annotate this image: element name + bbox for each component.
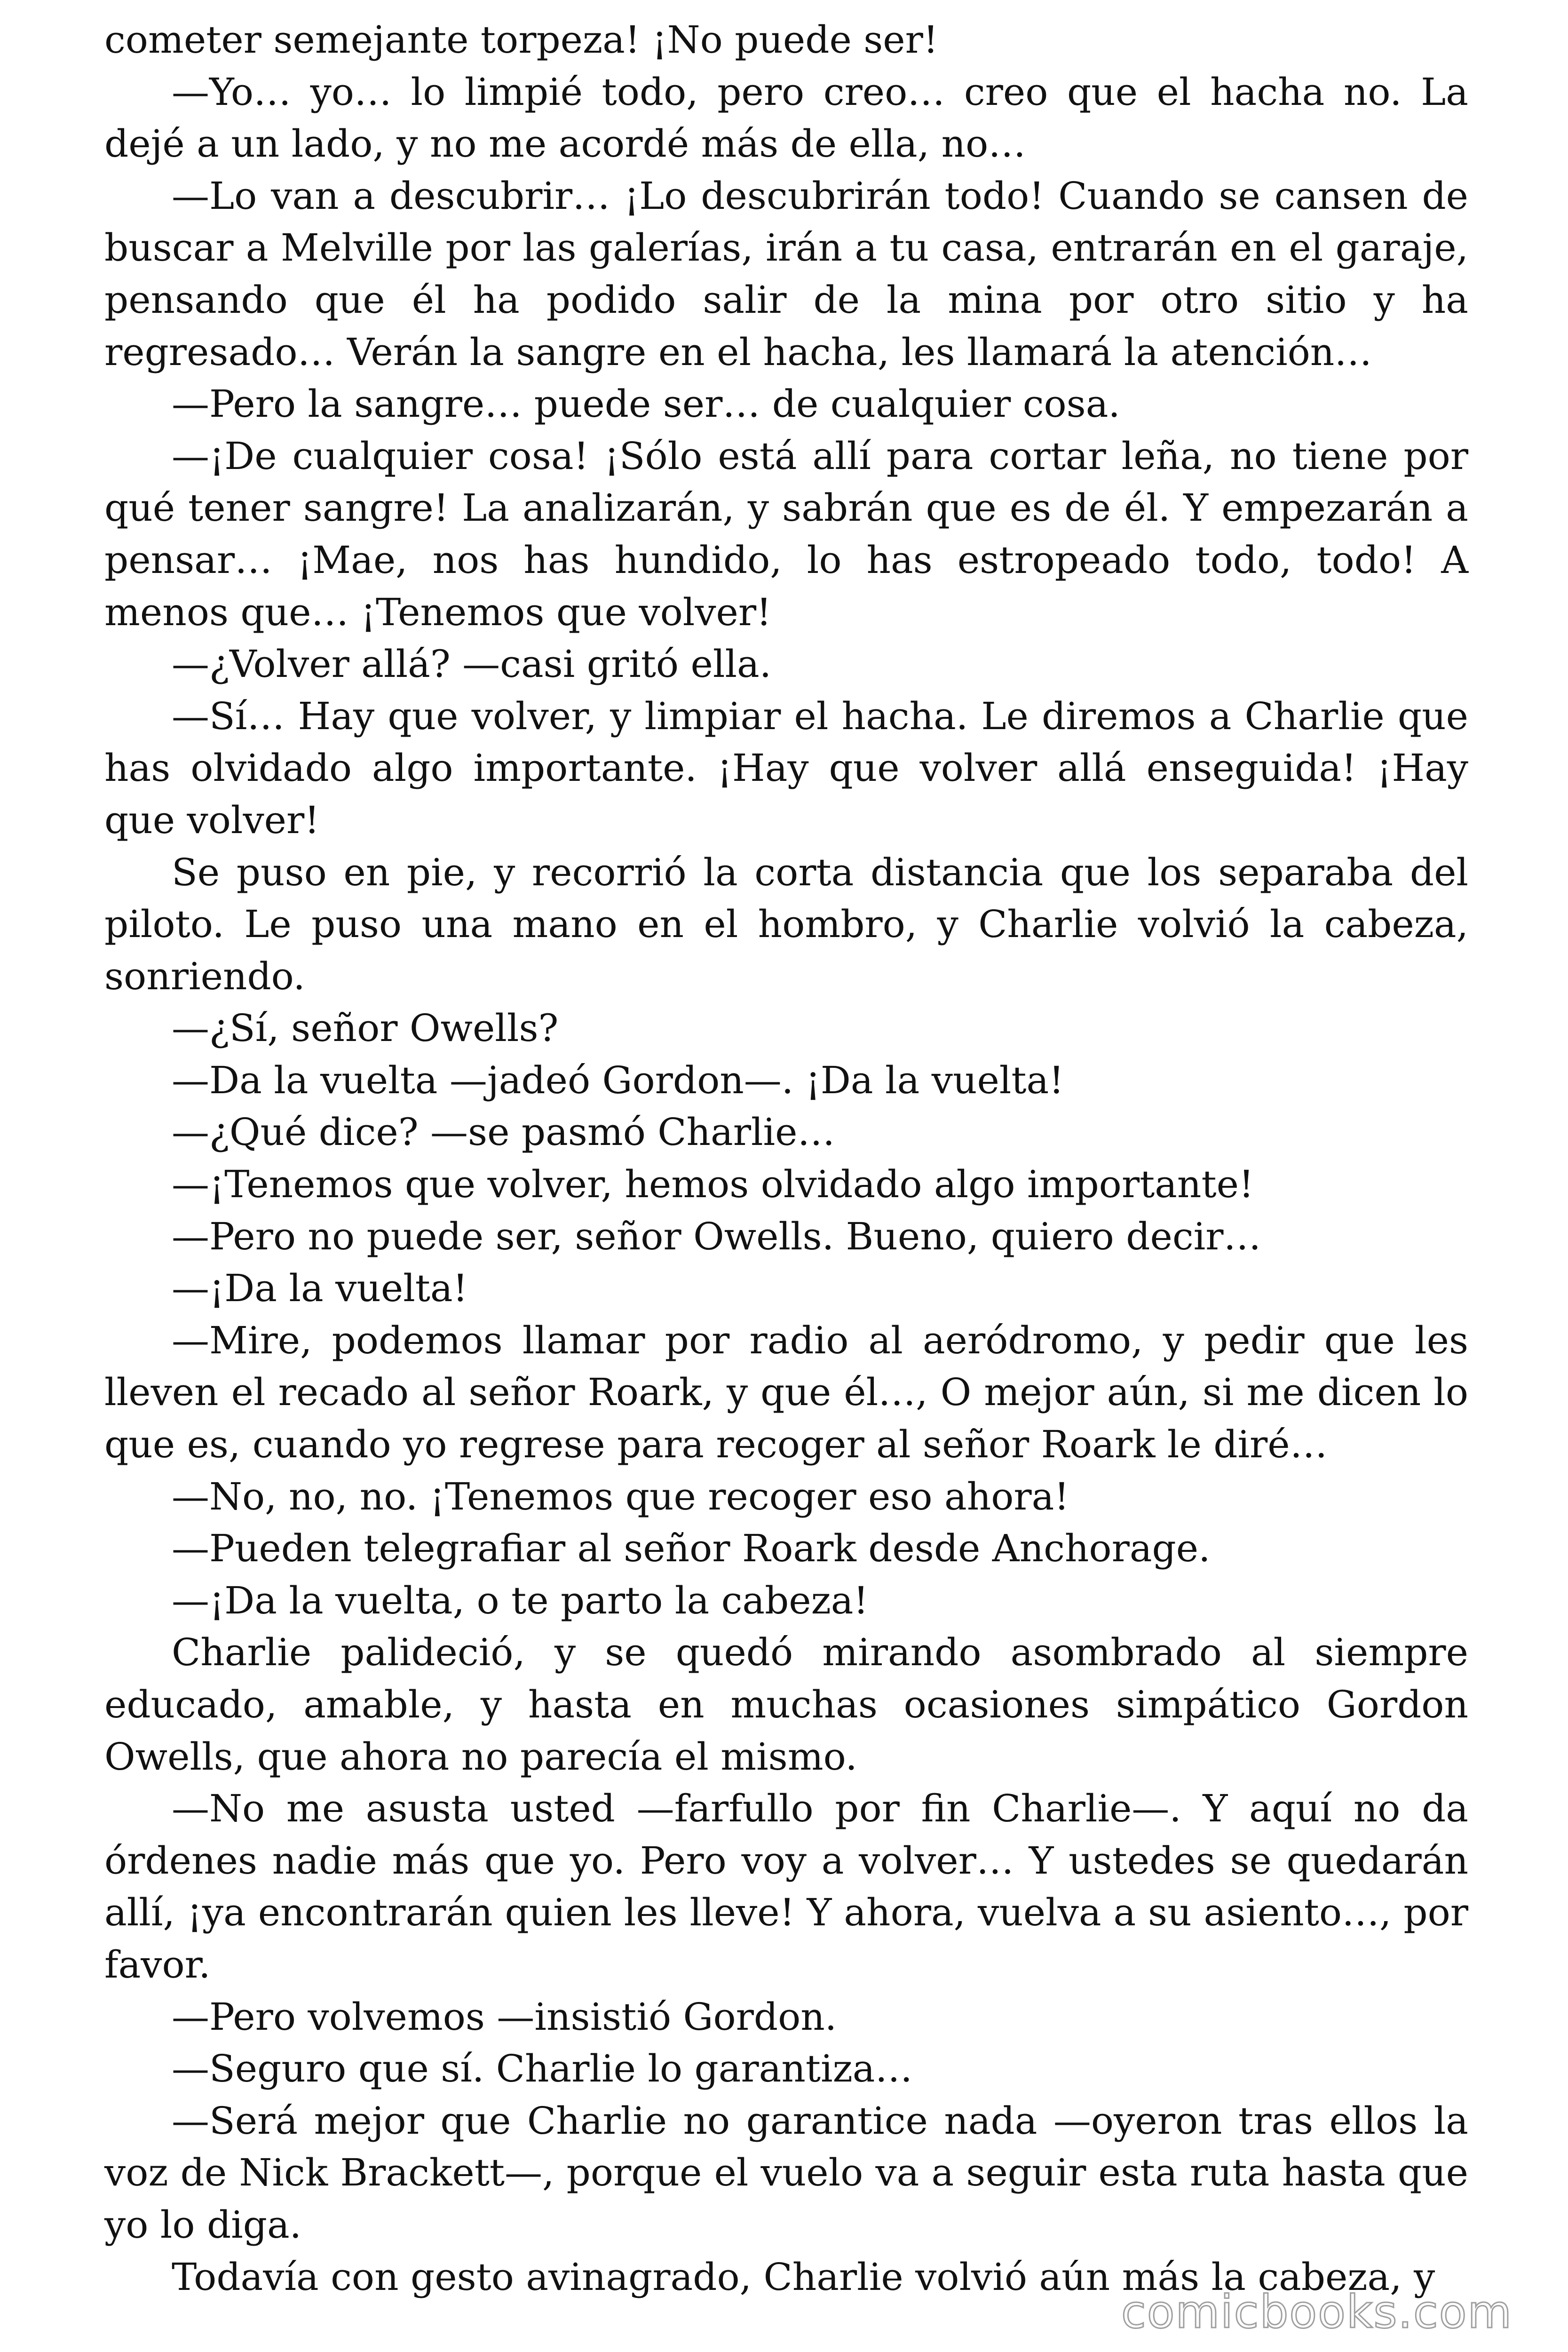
paragraph: —Pero la sangre… puede ser… de cualquier cosa. xyxy=(172,382,1120,426)
paragraph: —Pero no puede ser, señor Owells. Bueno, quiero decir… xyxy=(172,1214,1261,1258)
paragraph: —Será mejor que Charlie no garantice nada —oyeron tras ellos la voz de Nick Brackett—, porque el vuelo va a seguir esta ruta hasta que yo lo diga. xyxy=(104,2098,1468,2247)
paragraph: —Pero volvemos —insistió Gordon. xyxy=(172,1994,837,2039)
paragraph: —¡Tenemos que volver, hemos olvidado algo importante! xyxy=(172,1162,1254,1207)
paragraph: —¡Da la vuelta, o te parto la cabeza! xyxy=(172,1578,869,1622)
paragraph: —No me asusta usted —farfullo por fin Charlie—. Y aquí no da órdenes nadie más que yo. Pero voy a volver… Y ustedes se quedarán allí, ¡ya encontrarán quien les lleve! Y ahora, vuelva a su asiento…, por favor. xyxy=(104,1787,1468,1986)
paragraph: —No, no, no. ¡Tenemos que recoger eso ahora! xyxy=(172,1474,1069,1518)
paragraph: —Mire, podemos llamar por radio al aeródromo, y pedir que les lleven el recado al señor Roark, y que él…, O mejor aún, si me dicen lo que es, cuando yo regrese para recoger al señor Roark le diré… xyxy=(104,1318,1468,1467)
paragraph: —Pueden telegrafiar al señor Roark desde Anchorage. xyxy=(172,1526,1211,1571)
paragraph: Charlie palideció, y se quedó mirando asombrado al siempre educado, amable, y hasta en muchas ocasiones simpático Gordon Owells, que ahora no parecía el mismo. xyxy=(104,1630,1468,1779)
paragraph: cometer semejante torpeza! ¡No puede ser! xyxy=(104,18,939,62)
book-page-text xyxy=(104,14,1468,2303)
paragraph: —Yo… yo… lo limpié todo, pero creo… creo que el hacha no. La dejé a un lado, y no me acordé más de ella, no… xyxy=(104,70,1468,166)
paragraph: —¡De cualquier cosa! ¡Sólo está allí para cortar leña, no tiene por qué tener sangre! La analizarán, y sabrán que es de él. Y empezarán a pensar… ¡Mae, nos has hundido, lo has estropeado todo, todo! A menos que… ¡Tenemos que volver! xyxy=(104,434,1468,634)
paragraph: —¿Volver allá? —casi gritó ella. xyxy=(172,642,772,686)
paragraph: —¡Da la vuelta! xyxy=(172,1266,468,1311)
paragraph: —Sí… Hay que volver, y limpiar el hacha. Le diremos a Charlie que has olvidado algo importante. ¡Hay que volver allá enseguida! ¡Hay que volver! xyxy=(104,694,1468,842)
paragraph: —Seguro que sí. Charlie lo garantiza… xyxy=(172,2047,913,2091)
paragraph: —¿Sí, señor Owells? xyxy=(172,1006,559,1050)
watermark-logo: comicbooks.com xyxy=(1121,2286,1513,2338)
paragraph: —Lo van a descubrir… ¡Lo descubrirán todo! Cuando se cansen de buscar a Melville por las galerías, irán a tu casa, entrarán en el garaje, pensando que él ha podido salir de la mina por otro sitio y ha regresado… Verán la sangre en el hacha, les llamará la atención… xyxy=(104,174,1468,374)
paragraph: Se puso en pie, y recorrió la corta distancia que los separaba del piloto. Le puso una mano en el hombro, y Charlie volvió la cabeza, sonriendo. xyxy=(104,850,1468,998)
paragraph: —¿Qué dice? —se pasmó Charlie… xyxy=(172,1110,835,1154)
paragraph: —Da la vuelta —jadeó Gordon—. ¡Da la vuelta! xyxy=(172,1058,1064,1102)
paragraph: Todavía con gesto avinagrado, Charlie volvió aún más la cabeza, y xyxy=(172,2255,1435,2299)
